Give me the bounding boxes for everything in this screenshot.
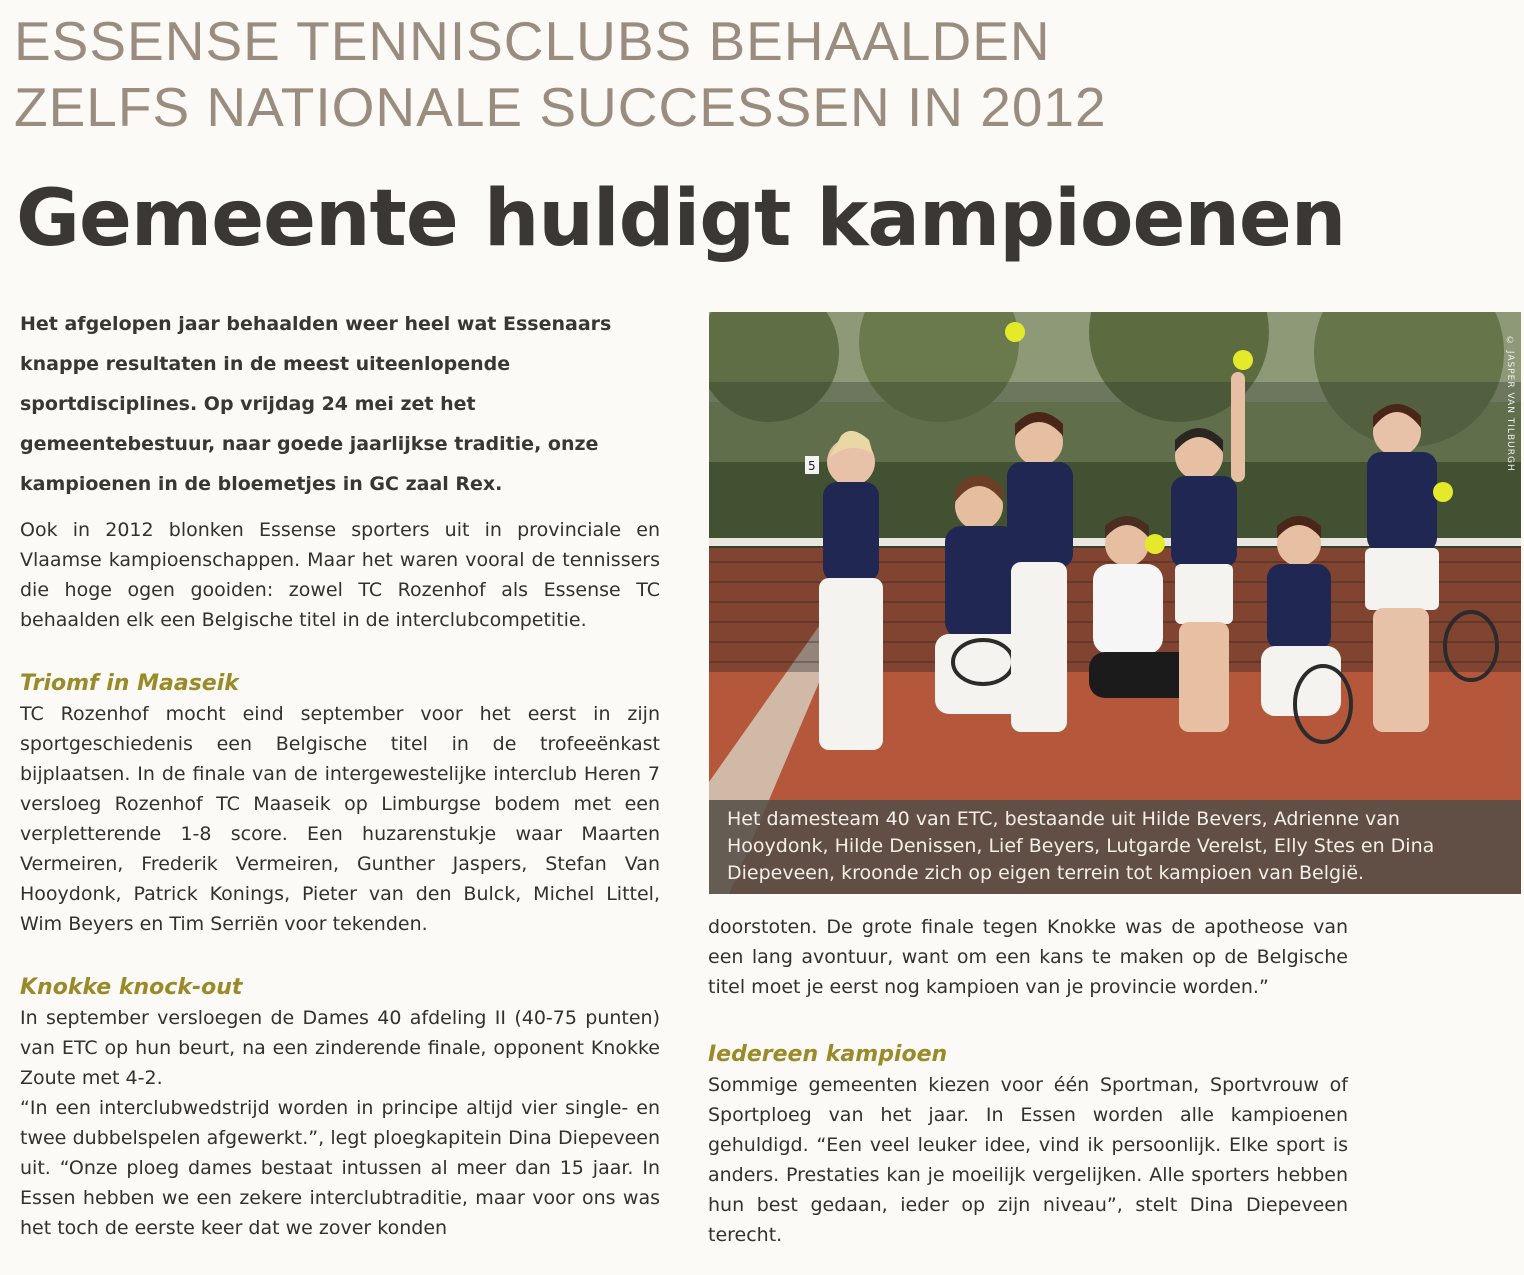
intro-paragraph: Ook in 2012 blonken Essense sporters uit in provinciale en Vlaamse kampioenschappen. Maar het waren vooral de tennissers die hoge ogen gooiden: zowel TC Rozenhof als Essense TC behaalden elk een Belgische titel in de interclubcompetitie. xyxy=(20,519,660,631)
column-right xyxy=(708,912,1348,1250)
team-photo xyxy=(709,312,1521,894)
subheading-iedereen: Iedereen kampioen xyxy=(708,1042,948,1067)
section2-continuation: doorstoten. De grote finale tegen Knokke was de apotheose van een lang avontuur, want om een kans te maken op de Belgische titel moet je eerst nog kampioen van je provincie worden.” xyxy=(708,916,1348,998)
subheading-knokke: Knokke knock-out xyxy=(20,975,243,1000)
headline: Gemeente huldigt kampioenen xyxy=(16,174,1346,264)
section2-body-1: In september versloegen de Dames 40 afdeling II (40-75 punten) van ETC op hun beurt, na een zinderende finale, opponent Knokke Zoute met 4-2. xyxy=(20,1007,660,1089)
kicker-line-1: ESSENSE TENNISCLUBS BEHAALDEN xyxy=(14,10,1051,72)
tennis-ball xyxy=(1005,322,1025,342)
svg-text:5: 5 xyxy=(808,459,816,473)
subheading-triomf: Triomf in Maaseik xyxy=(20,671,239,696)
section2-body-2: “In een interclubwedstrijd worden in principe altijd vier single- en twee dubbelspelen afgewerkt.”, legt ploegkapitein Dina Diepeveen uit. “Onze ploeg dames bestaat intussen al meer dan 15 jaar. In Essen hebben we een zekere interclubtraditie, maar voor ons was het toch de eerste keer dat we zover konden xyxy=(20,1097,660,1239)
section3-body: Sommige gemeenten kiezen voor één Sportman, Sportvrouw of Sportploeg van het jaar. In Essen worden alle kampioenen gehuldigd. “Een veel leuker idee, vind ik persoonlijk. Elke sport is anders. Prestaties kan je moeilijk vergelijken. Alle sporters hebben hun best gedaan, ieder op zijn niveau”, stelt Dina Diepeveen terecht. xyxy=(708,1074,1348,1246)
tennis-ball xyxy=(1145,534,1165,554)
column-left xyxy=(20,515,660,1243)
tennis-ball xyxy=(1433,482,1453,502)
photo-credit: © JASPER VAN TILBURGH xyxy=(1505,336,1515,472)
photo-caption: Het damesteam 40 van ETC, bestaande uit Hilde Bevers, Adrienne van Hooydonk, Hilde Denissen, Lief Beyers, Lutgarde Verelst, Elly Stes en Dina Diepeveen, kroonde zich op eigen terrein tot kampioen van België. xyxy=(709,800,1521,894)
kicker-title xyxy=(14,8,1214,140)
tennis-ball xyxy=(1233,350,1253,370)
kicker-line-2: ZELFS NATIONALE SUCCESSEN IN 2012 xyxy=(14,76,1107,138)
section1-body: TC Rozenhof mocht eind september voor het eerst in zijn sportgeschiedenis een Belgische titel in de trofeeënkast bijplaatsen. In de finale van de intergewestelijke interclub Heren 7 versloeg Rozenhof TC Maaseik op Limburgse bodem met een verpletterende 1-8 score. Een huzarenstukje waar Maarten Vermeiren, Frederik Vermeiren, Gunther Jaspers, Stefan Van Hooydonk, Patrick Konings, Pieter van den Bulck, Michel Littel, Wim Beyers en Tim Serriën voor tekenden. xyxy=(20,703,660,935)
lead-paragraph: Het afgelopen jaar behaalden weer heel wat Essenaars knappe resultaten in de meest uiteenlopende sportdisciplines. Op vrijdag 24 mei zet het gemeentebestuur, naar goede jaarlijkse traditie, onze kampioenen in de bloemetjes in GC zaal Rex. xyxy=(20,313,612,495)
